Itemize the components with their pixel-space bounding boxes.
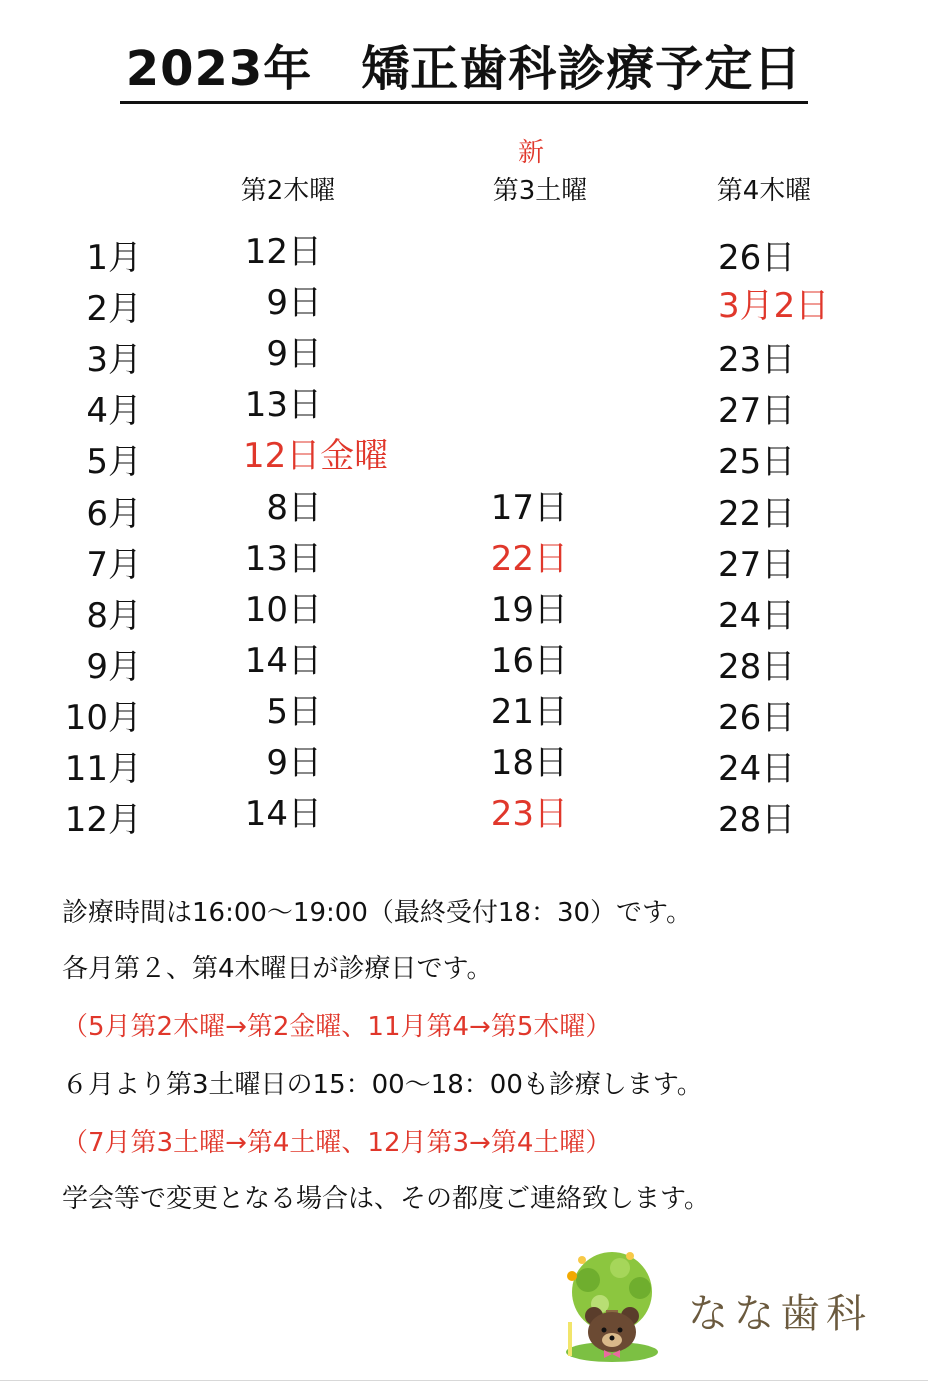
fourth-thursday-date: 26日 [718, 238, 796, 278]
second-thursday-date: 9日 [266, 334, 322, 374]
second-thursday-date: 9日 [266, 743, 322, 783]
third-saturday-date: 19日 [490, 590, 568, 630]
fourth-thursday-date: 28日 [718, 800, 796, 840]
month-label: 2月 [86, 289, 142, 329]
second-thursday-date: 12日 [244, 232, 322, 272]
note-saturday-hours: ６月より第3土曜日の15：00～18：00も診療します。 [62, 1070, 703, 1100]
month-label: 9月 [86, 647, 142, 687]
note-hours: 診療時間は16:00～19:00（最終受付18：30）です。 [62, 898, 692, 928]
fourth-thursday-date: 23日 [718, 340, 796, 380]
third-saturday-date: 18日 [490, 743, 568, 783]
month-label: 1月 [86, 238, 142, 278]
clinic-name: なな歯科 [688, 1291, 872, 1337]
month-label: 10月 [64, 698, 142, 738]
fourth-thursday-date-changed: 3月2日 [718, 286, 830, 326]
month-label: 4月 [86, 391, 142, 431]
fourth-thursday-date: 27日 [718, 391, 796, 431]
third-saturday-date-changed: 23日 [490, 794, 568, 834]
second-thursday-date: 14日 [244, 794, 322, 834]
third-saturday-date-changed: 22日 [490, 539, 568, 579]
page-title [0, 30, 928, 99]
column-header-second-thursday: 第2木曜 [240, 176, 336, 206]
month-label: 8月 [86, 596, 142, 636]
second-thursday-date: 14日 [244, 641, 322, 681]
fourth-thursday-date: 26日 [718, 698, 796, 738]
note-thursday-changes: （5月第2木曜→第2金曜、11月第4→第5木曜） [62, 1012, 612, 1042]
month-label: 12月 [64, 800, 142, 840]
note-clinic-days: 各月第２、第4木曜日が診療日です。 [62, 954, 493, 984]
note-change-notice: 学会等で変更となる場合は、その都度ご連絡致します。 [62, 1184, 710, 1214]
fourth-thursday-date: 24日 [718, 596, 796, 636]
new-badge: 新 [517, 138, 544, 168]
month-label: 5月 [86, 442, 142, 482]
third-saturday-date: 16日 [490, 641, 568, 681]
month-label: 7月 [86, 545, 142, 585]
fourth-thursday-date: 25日 [718, 442, 796, 482]
column-header-fourth-thursday: 第4木曜 [716, 176, 812, 206]
month-label: 11月 [64, 749, 142, 789]
third-saturday-date: 17日 [490, 488, 568, 528]
second-thursday-date: 13日 [244, 539, 322, 579]
page-bottom-divider [0, 1380, 928, 1381]
bear-tree-logo-icon [560, 1250, 664, 1362]
fourth-thursday-date: 24日 [718, 749, 796, 789]
column-header-third-saturday: 第3土曜 [492, 176, 588, 206]
fourth-thursday-date: 28日 [718, 647, 796, 687]
second-thursday-date: 10日 [244, 590, 322, 630]
month-label: 6月 [86, 494, 142, 534]
fourth-thursday-date: 22日 [718, 494, 796, 534]
note-saturday-changes: （7月第3土曜→第4土曜、12月第3→第4土曜） [62, 1128, 612, 1158]
month-label: 3月 [86, 340, 142, 380]
third-saturday-date: 21日 [490, 692, 568, 732]
second-thursday-date: 5日 [266, 692, 322, 732]
second-thursday-date: 9日 [266, 283, 322, 323]
second-thursday-date: 8日 [266, 488, 322, 528]
second-thursday-date-changed: 12日金曜 [243, 436, 389, 476]
fourth-thursday-date: 27日 [718, 545, 796, 585]
second-thursday-date: 13日 [244, 385, 322, 425]
page-title-text: 2023年 矯正歯科診療予定日 [120, 41, 809, 104]
